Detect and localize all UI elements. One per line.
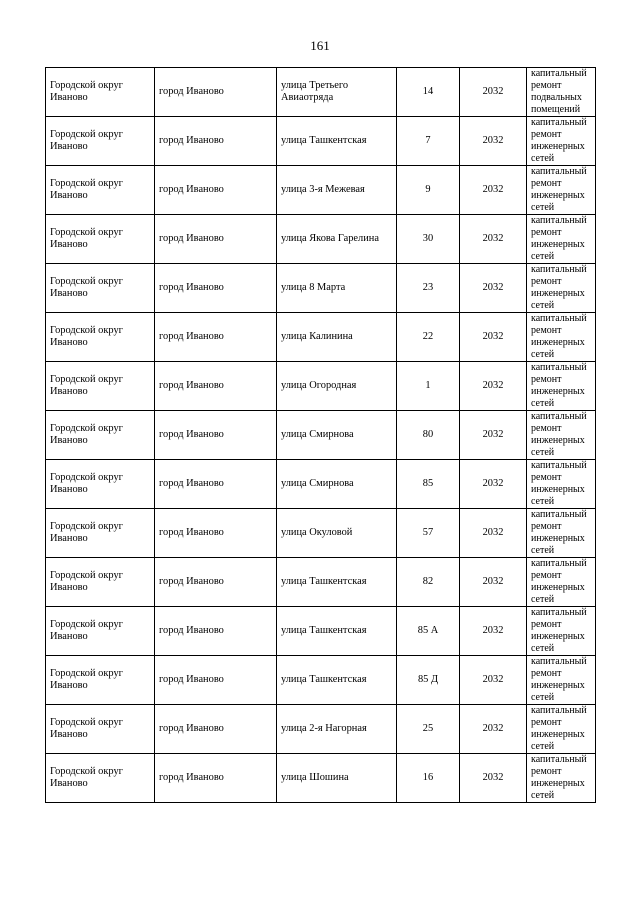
work-type-cell: капитальный ремонт инженерных сетей [527, 607, 596, 656]
year-cell: 2032 [460, 558, 527, 607]
street-cell: улица Третьего Авиаотряда [277, 68, 397, 117]
house-number-cell: 9 [397, 166, 460, 215]
year-cell: 2032 [460, 117, 527, 166]
year-cell: 2032 [460, 313, 527, 362]
okrug-cell: Городской округ Иваново [46, 362, 155, 411]
work-type-cell: капитальный ремонт инженерных сетей [527, 460, 596, 509]
city-cell: город Иваново [155, 754, 277, 803]
okrug-cell: Городской округ Иваново [46, 264, 155, 313]
year-cell: 2032 [460, 68, 527, 117]
table-row [46, 411, 596, 460]
work-type-cell: капитальный ремонт инженерных сетей [527, 264, 596, 313]
okrug-cell: Городской округ Иваново [46, 166, 155, 215]
city-cell: город Иваново [155, 68, 277, 117]
work-type-cell: капитальный ремонт инженерных сетей [527, 215, 596, 264]
street-cell: улица Калинина [277, 313, 397, 362]
street-cell: улица Огородная [277, 362, 397, 411]
work-type-cell: капитальный ремонт инженерных сетей [527, 166, 596, 215]
city-cell: город Иваново [155, 166, 277, 215]
city-cell: город Иваново [155, 460, 277, 509]
city-cell: город Иваново [155, 558, 277, 607]
house-number-cell: 14 [397, 68, 460, 117]
okrug-cell: Городской округ Иваново [46, 558, 155, 607]
table-row [46, 656, 596, 705]
table-row [46, 313, 596, 362]
work-type-cell: капитальный ремонт инженерных сетей [527, 558, 596, 607]
registry-table-body [46, 68, 596, 803]
table-row [46, 68, 596, 117]
year-cell: 2032 [460, 264, 527, 313]
okrug-cell: Городской округ Иваново [46, 460, 155, 509]
work-type-cell: капитальный ремонт инженерных сетей [527, 362, 596, 411]
street-cell: улица Ташкентская [277, 656, 397, 705]
okrug-cell: Городской округ Иваново [46, 411, 155, 460]
work-type-cell: капитальный ремонт инженерных сетей [527, 509, 596, 558]
okrug-cell: Городской округ Иваново [46, 68, 155, 117]
house-number-cell: 85 А [397, 607, 460, 656]
table-row [46, 607, 596, 656]
registry-table [45, 67, 596, 803]
street-cell: улица Ташкентская [277, 607, 397, 656]
okrug-cell: Городской округ Иваново [46, 509, 155, 558]
city-cell: город Иваново [155, 117, 277, 166]
street-cell: улица Смирнова [277, 411, 397, 460]
street-cell: улица Смирнова [277, 460, 397, 509]
okrug-cell: Городской округ Иваново [46, 215, 155, 264]
okrug-cell: Городской округ Иваново [46, 705, 155, 754]
house-number-cell: 22 [397, 313, 460, 362]
house-number-cell: 80 [397, 411, 460, 460]
table-row [46, 460, 596, 509]
table-row [46, 117, 596, 166]
table-row [46, 558, 596, 607]
okrug-cell: Городской округ Иваново [46, 607, 155, 656]
okrug-cell: Городской округ Иваново [46, 754, 155, 803]
page-number: 161 [310, 38, 330, 53]
work-type-cell: капитальный ремонт инженерных сетей [527, 313, 596, 362]
okrug-cell: Городской округ Иваново [46, 313, 155, 362]
city-cell: город Иваново [155, 264, 277, 313]
city-cell: город Иваново [155, 656, 277, 705]
house-number-cell: 82 [397, 558, 460, 607]
street-cell: улица 2-я Нагорная [277, 705, 397, 754]
work-type-cell: капитальный ремонт подвальных помещений [527, 68, 596, 117]
table-row [46, 509, 596, 558]
city-cell: город Иваново [155, 607, 277, 656]
okrug-cell: Городской округ Иваново [46, 117, 155, 166]
house-number-cell: 30 [397, 215, 460, 264]
year-cell: 2032 [460, 705, 527, 754]
street-cell: улица Шошина [277, 754, 397, 803]
city-cell: город Иваново [155, 411, 277, 460]
street-cell: улица Ташкентская [277, 558, 397, 607]
house-number-cell: 85 Д [397, 656, 460, 705]
table-row [46, 215, 596, 264]
street-cell: улица 8 Марта [277, 264, 397, 313]
house-number-cell: 16 [397, 754, 460, 803]
okrug-cell: Городской округ Иваново [46, 656, 155, 705]
table-row [46, 705, 596, 754]
city-cell: город Иваново [155, 509, 277, 558]
house-number-cell: 25 [397, 705, 460, 754]
year-cell: 2032 [460, 166, 527, 215]
year-cell: 2032 [460, 362, 527, 411]
table-row [46, 166, 596, 215]
year-cell: 2032 [460, 509, 527, 558]
city-cell: город Иваново [155, 705, 277, 754]
work-type-cell: капитальный ремонт инженерных сетей [527, 411, 596, 460]
year-cell: 2032 [460, 215, 527, 264]
work-type-cell: капитальный ремонт инженерных сетей [527, 754, 596, 803]
table-row [46, 362, 596, 411]
city-cell: город Иваново [155, 362, 277, 411]
street-cell: улица Якова Гарелина [277, 215, 397, 264]
house-number-cell: 57 [397, 509, 460, 558]
house-number-cell: 1 [397, 362, 460, 411]
year-cell: 2032 [460, 607, 527, 656]
street-cell: улица 3-я Межевая [277, 166, 397, 215]
street-cell: улица Окуловой [277, 509, 397, 558]
work-type-cell: капитальный ремонт инженерных сетей [527, 656, 596, 705]
year-cell: 2032 [460, 754, 527, 803]
house-number-cell: 85 [397, 460, 460, 509]
work-type-cell: капитальный ремонт инженерных сетей [527, 117, 596, 166]
street-cell: улица Ташкентская [277, 117, 397, 166]
city-cell: город Иваново [155, 215, 277, 264]
table-row [46, 264, 596, 313]
year-cell: 2032 [460, 460, 527, 509]
city-cell: город Иваново [155, 313, 277, 362]
year-cell: 2032 [460, 411, 527, 460]
house-number-cell: 23 [397, 264, 460, 313]
house-number-cell: 7 [397, 117, 460, 166]
table-row [46, 754, 596, 803]
work-type-cell: капитальный ремонт инженерных сетей [527, 705, 596, 754]
year-cell: 2032 [460, 656, 527, 705]
